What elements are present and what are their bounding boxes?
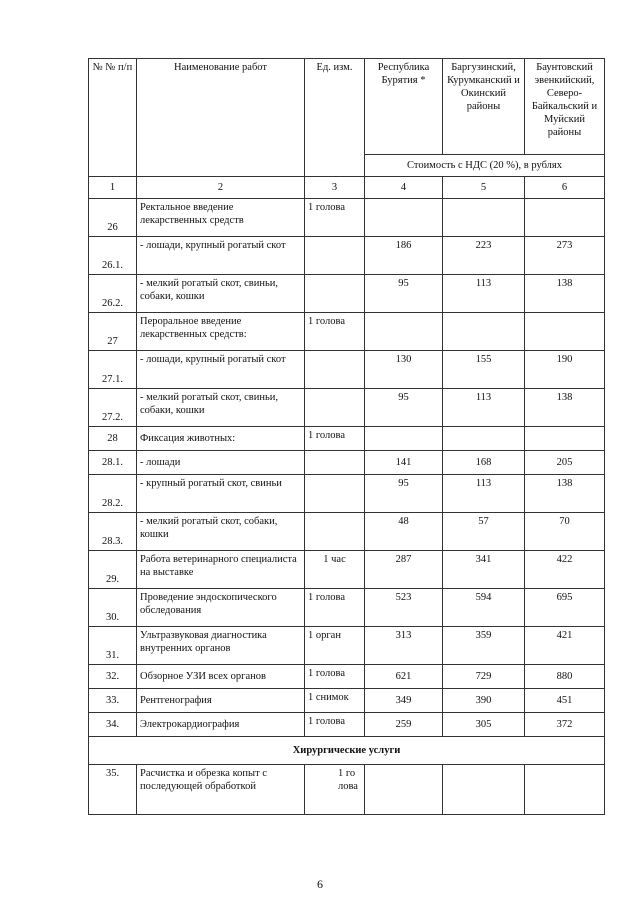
- price-republic: [365, 427, 443, 451]
- price-bauntov: [525, 427, 605, 451]
- price-bauntov: 70: [525, 513, 605, 551]
- header-bauntov-districts: Баунтовский эвенкийский, Северо-Байкальский и Муйский районы: [525, 59, 605, 155]
- price-republic: [365, 199, 443, 237]
- price-empty: [443, 765, 525, 815]
- work-name: - крупный рогатый скот, свиньи: [137, 475, 305, 513]
- price-republic: 186: [365, 237, 443, 275]
- row-number: 28.1.: [89, 451, 137, 475]
- unit: 1 голова: [305, 199, 365, 237]
- price-bauntov: [525, 313, 605, 351]
- col-number-2: 2: [137, 177, 305, 199]
- price-republic: 313: [365, 627, 443, 665]
- page-number: 6: [317, 877, 323, 891]
- price-republic: 259: [365, 713, 443, 737]
- row-number: 26: [89, 199, 137, 237]
- price-republic: [365, 313, 443, 351]
- row-number: 27: [89, 313, 137, 351]
- price-barguzin: [443, 199, 525, 237]
- work-name: Ультразвуковая диагностика внутренних органов: [137, 627, 305, 665]
- table-row: [89, 551, 605, 589]
- work-name: Обзорное УЗИ всех органов: [137, 665, 305, 689]
- row-number: 28.3.: [89, 513, 137, 551]
- price-barguzin: 594: [443, 589, 525, 627]
- price-republic: 349: [365, 689, 443, 713]
- table-row: [89, 451, 605, 475]
- row-number: 27.2.: [89, 389, 137, 427]
- header-work-name: Наименование работ: [137, 59, 305, 177]
- price-bauntov: 451: [525, 689, 605, 713]
- row-number: 28.2.: [89, 475, 137, 513]
- unit: [305, 351, 365, 389]
- unit: [305, 765, 365, 815]
- unit: 1 голова: [305, 665, 365, 689]
- work-name: - лошади, крупный рогатый скот: [137, 351, 305, 389]
- unit-text: 1 голова: [338, 768, 358, 792]
- price-republic: 95: [365, 475, 443, 513]
- unit: [305, 275, 365, 313]
- unit: 1 орган: [305, 627, 365, 665]
- work-name: Расчистка и обрезка копыт с последующей обработкой: [137, 765, 305, 815]
- price-republic: 95: [365, 275, 443, 313]
- table-row: [89, 627, 605, 665]
- price-barguzin: 729: [443, 665, 525, 689]
- work-name: Рентгенография: [137, 689, 305, 713]
- work-name: - лошади: [137, 451, 305, 475]
- work-name: - мелкий рогатый скот, собаки, кошки: [137, 513, 305, 551]
- price-bauntov: 421: [525, 627, 605, 665]
- unit: [305, 389, 365, 427]
- price-barguzin: [443, 313, 525, 351]
- table-row: [89, 689, 605, 713]
- col-number-4: 4: [365, 177, 443, 199]
- price-table: [88, 58, 605, 815]
- table-row: [89, 389, 605, 427]
- price-table-container: [88, 58, 604, 815]
- price-republic: 141: [365, 451, 443, 475]
- table-row: [89, 665, 605, 689]
- price-bauntov: 273: [525, 237, 605, 275]
- col-number-5: 5: [443, 177, 525, 199]
- price-barguzin: 113: [443, 275, 525, 313]
- price-bauntov: 138: [525, 275, 605, 313]
- header-number: № № п/п: [89, 59, 137, 177]
- work-name: Ректальное введение лекарственных средств: [137, 199, 305, 237]
- unit: [305, 513, 365, 551]
- work-name: Работа ветеринарного специалиста на выставке: [137, 551, 305, 589]
- price-bauntov: 422: [525, 551, 605, 589]
- work-name: Фиксация животных:: [137, 427, 305, 451]
- price-bauntov: 138: [525, 389, 605, 427]
- price-bauntov: 695: [525, 589, 605, 627]
- section-title: Хирургические услуги: [89, 737, 605, 765]
- price-bauntov: 190: [525, 351, 605, 389]
- price-bauntov: 205: [525, 451, 605, 475]
- work-name: - мелкий рогатый скот, свиньи, собаки, кошки: [137, 275, 305, 313]
- price-bauntov: 372: [525, 713, 605, 737]
- price-barguzin: 113: [443, 475, 525, 513]
- work-name: Электрокардиография: [137, 713, 305, 737]
- price-barguzin: 113: [443, 389, 525, 427]
- unit: 1 голова: [305, 313, 365, 351]
- row-number: 26.1.: [89, 237, 137, 275]
- col-number-3: 3: [305, 177, 365, 199]
- price-republic: 130: [365, 351, 443, 389]
- price-barguzin: 223: [443, 237, 525, 275]
- row-number: 29.: [89, 551, 137, 589]
- price-republic: 523: [365, 589, 443, 627]
- row-number: 31.: [89, 627, 137, 665]
- section-row: [89, 737, 605, 765]
- price-barguzin: 305: [443, 713, 525, 737]
- unit: [305, 237, 365, 275]
- unit: [305, 475, 365, 513]
- row-number: 30.: [89, 589, 137, 627]
- price-barguzin: 359: [443, 627, 525, 665]
- price-barguzin: 168: [443, 451, 525, 475]
- col-number-1: 1: [89, 177, 137, 199]
- price-republic: 287: [365, 551, 443, 589]
- col-number-6: 6: [525, 177, 605, 199]
- unit: 1 голова: [305, 589, 365, 627]
- price-empty: [525, 765, 605, 815]
- row-number: 27.1.: [89, 351, 137, 389]
- row-number: 32.: [89, 665, 137, 689]
- table-row: [89, 237, 605, 275]
- row-number: 34.: [89, 713, 137, 737]
- header-unit: Ед. изм.: [305, 59, 365, 177]
- work-name: - мелкий рогатый скот, свиньи, собаки, кошки: [137, 389, 305, 427]
- table-row: [89, 589, 605, 627]
- unit: 1 час: [305, 551, 365, 589]
- unit: 1 голова: [305, 713, 365, 737]
- price-republic: 621: [365, 665, 443, 689]
- table-row: [89, 765, 605, 815]
- price-bauntov: 880: [525, 665, 605, 689]
- table-row: [89, 475, 605, 513]
- price-barguzin: [443, 427, 525, 451]
- price-barguzin: 390: [443, 689, 525, 713]
- work-name: - лошади, крупный рогатый скот: [137, 237, 305, 275]
- row-number: 35.: [89, 765, 137, 815]
- price-barguzin: 155: [443, 351, 525, 389]
- row-number: 26.2.: [89, 275, 137, 313]
- price-bauntov: [525, 199, 605, 237]
- table-row: [89, 275, 605, 313]
- price-barguzin: 57: [443, 513, 525, 551]
- table-row: [89, 427, 605, 451]
- work-name: Проведение эндоскопического обследования: [137, 589, 305, 627]
- unit: [305, 451, 365, 475]
- unit: 1 голова: [305, 427, 365, 451]
- unit: 1 снимок: [305, 689, 365, 713]
- header-barguzin-districts: Баргузинский, Курумканский и Окинский районы: [443, 59, 525, 155]
- work-name: Пероральное введение лекарственных средств:: [137, 313, 305, 351]
- price-bauntov: 138: [525, 475, 605, 513]
- table-row: [89, 351, 605, 389]
- header-cost-label: Стоимость с НДС (20 %), в рублях: [365, 155, 605, 177]
- row-number: 33.: [89, 689, 137, 713]
- table-row: [89, 313, 605, 351]
- price-barguzin: 341: [443, 551, 525, 589]
- price-republic: 48: [365, 513, 443, 551]
- table-row: [89, 713, 605, 737]
- price-republic: 95: [365, 389, 443, 427]
- header-republic-buryatia: Республика Бурятия *: [365, 59, 443, 155]
- table-row: [89, 199, 605, 237]
- table-row: [89, 513, 605, 551]
- row-number: 28: [89, 427, 137, 451]
- price-empty: [365, 765, 443, 815]
- column-number-row: [89, 177, 605, 199]
